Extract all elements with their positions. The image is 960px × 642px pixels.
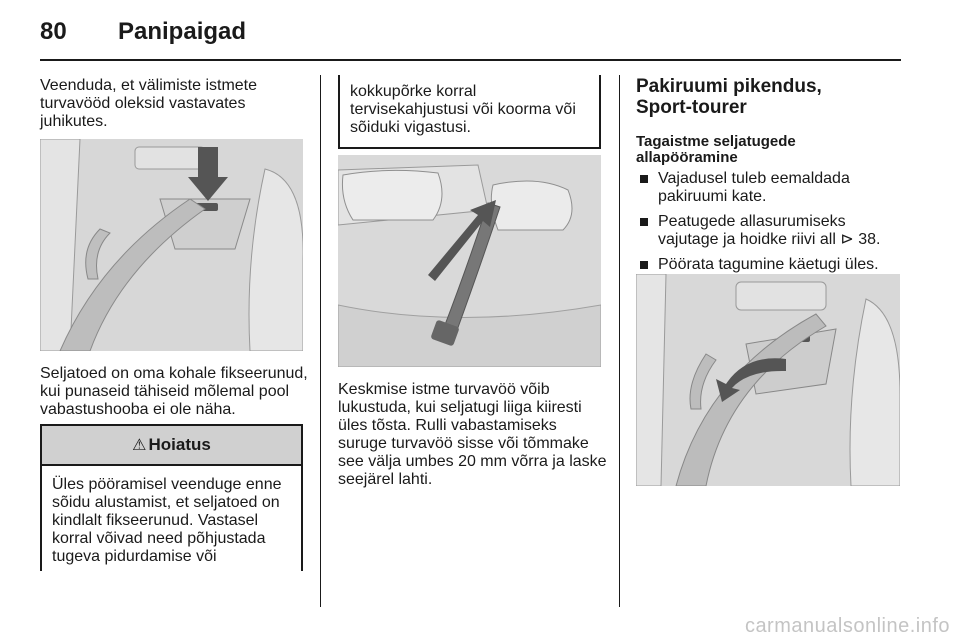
bullet-square-icon	[640, 175, 648, 183]
text-line: sõiduki vigastusi.	[350, 119, 471, 136]
text-line: vabastushooba ei ole näha.	[40, 401, 236, 418]
intro-paragraph	[40, 77, 310, 131]
text-line: allapööramine	[636, 149, 738, 166]
text-line: turvavööd oleksid vastavates	[40, 95, 246, 112]
watermark: carmanualsonline.info	[744, 615, 950, 637]
text-line: Pakiruumi pikendus,	[636, 76, 822, 97]
header-rule	[40, 59, 901, 61]
text-line: Peatugede allasurumiseks	[658, 213, 846, 230]
text-line: Keskmise istme turvavöö võib	[338, 381, 550, 398]
warning-triangle-icon: ⚠	[132, 437, 147, 454]
subheading	[636, 134, 901, 166]
text-line: pakiruumi kate.	[658, 188, 767, 205]
section-title	[636, 76, 901, 118]
text-line: korral võivad need põhjustada	[52, 530, 266, 547]
bullet-square-icon	[640, 261, 648, 269]
list-item	[636, 213, 901, 249]
page-title: Panipaigad	[118, 18, 247, 45]
text-line: Pöörata tagumine käetugi üles.	[658, 256, 879, 273]
text-line: üles tõsta. Rulli vabastamiseks	[338, 417, 557, 434]
text-line: sõidu alustamist, et seljatoed on	[52, 494, 280, 511]
warning-box	[40, 424, 303, 571]
text-line: vajutage ja hoidke riivi all	[658, 231, 836, 248]
middle-seat-belt-illustration	[338, 155, 601, 367]
text-line: Veenduda, et välimiste istmete	[40, 77, 258, 94]
text-line: kokkupõrke korral	[350, 83, 477, 100]
warning-continuation-box	[338, 75, 601, 149]
text-line	[658, 231, 901, 249]
text-line: see välja umbes 20 mm võrra ja laske	[338, 453, 607, 470]
column-divider	[619, 75, 620, 607]
text-line: juhikutes.	[40, 113, 108, 130]
warning-header	[42, 426, 301, 466]
warning-title: Hoiatus	[148, 435, 211, 454]
text-line: Üles pööramisel veenduge enne	[52, 476, 282, 493]
text-line: seejärel lahti.	[338, 471, 433, 488]
middle-belt-paragraph	[338, 381, 610, 489]
text-line: kindlalt fikseerunud. Vastasel	[52, 512, 259, 529]
text-line: Sport-tourer	[636, 97, 747, 118]
page-reference[interactable]: 38.	[858, 231, 881, 248]
fold-down-backrest-illustration	[636, 274, 900, 486]
text-line: Tagaistme seljatugede	[636, 133, 796, 150]
page-number: 80	[40, 18, 67, 45]
backrest-lock-paragraph	[40, 365, 315, 419]
bullet-square-icon	[640, 218, 648, 226]
list-item	[636, 170, 901, 206]
warning-body	[42, 466, 301, 566]
list-item	[636, 256, 901, 274]
page-reference-arrow-icon: ⊳	[840, 231, 854, 248]
text-line: suruge turvavöö sisse või tõmmake	[338, 435, 589, 452]
text-line: Vajadusel tuleb eemaldada	[658, 170, 850, 187]
text-line: lukustuda, kui seljatugi liiga kiiresti	[338, 399, 582, 416]
text-line: kui punaseid tähiseid mõlemal pool	[40, 383, 290, 400]
seat-backrest-release-illustration	[40, 139, 303, 351]
column-divider	[320, 75, 321, 607]
text-line: tervisekahjustusi või koorma või	[350, 101, 576, 118]
instruction-list	[636, 170, 901, 281]
text-line: Seljatoed on oma kohale fikseerunud,	[40, 365, 308, 382]
text-line: tugeva pidurdamise või	[52, 548, 217, 565]
